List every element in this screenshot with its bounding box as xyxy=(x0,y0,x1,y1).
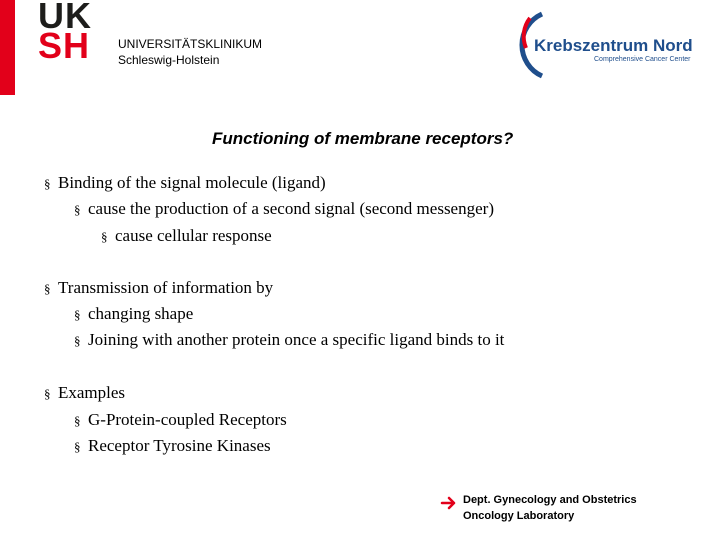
bullet-transmission xyxy=(44,278,273,299)
bullet-marker: § xyxy=(74,307,81,322)
bullet-marker: § xyxy=(44,386,51,401)
slide-title: Functioning of membrane receptors? xyxy=(212,129,514,148)
footer-line-1: Dept. Gynecology and Obstetrics xyxy=(463,494,637,506)
uksh-logo xyxy=(38,0,98,66)
bullet-text: cause cellular response xyxy=(115,226,272,245)
bullet-text: Binding of the signal molecule (ligand) xyxy=(58,173,326,192)
krebszentrum-subtitle: Comprehensive Cancer Center xyxy=(594,56,691,63)
bullet-text: Examples xyxy=(58,383,126,402)
bullet-second-messenger xyxy=(74,199,494,220)
footer-line-2: Oncology Laboratory xyxy=(463,510,575,522)
bullet-marker: § xyxy=(74,333,81,348)
bullet-text: Joining with another protein once a specific ligand binds to it xyxy=(88,330,505,349)
bullet-changing-shape xyxy=(74,304,193,325)
bullet-examples xyxy=(44,383,125,404)
institution-line-1: UNIVERSITÄTSKLINIKUM xyxy=(118,37,263,51)
bullet-marker: § xyxy=(74,202,81,217)
bullet-joining-protein xyxy=(74,330,504,351)
bullet-marker: § xyxy=(74,439,81,454)
bullet-marker: § xyxy=(74,413,81,428)
bullet-text: changing shape xyxy=(88,304,194,323)
bullet-rtk xyxy=(74,436,271,457)
bullet-cellular-response xyxy=(101,226,272,247)
institution-line-2: Schleswig-Holstein xyxy=(118,53,220,67)
krebszentrum-name: Krebszentrum Nord xyxy=(534,36,693,55)
bullet-binding xyxy=(44,173,326,194)
bullet-marker: § xyxy=(44,281,51,296)
institution-name xyxy=(118,36,262,68)
bullet-text: Receptor Tyrosine Kinases xyxy=(88,436,271,455)
footer-department xyxy=(440,493,710,529)
bullet-marker: § xyxy=(44,176,51,191)
brand-red-bar xyxy=(0,0,15,95)
uksh-logo-bottom: SH xyxy=(38,25,91,66)
arrow-right-icon xyxy=(440,495,458,511)
bullet-text: G-Protein-coupled Receptors xyxy=(88,410,287,429)
bullet-marker: § xyxy=(101,229,108,244)
krebszentrum-logo xyxy=(512,8,712,82)
bullet-text: Transmission of information by xyxy=(58,278,274,297)
bullet-text: cause the production of a second signal (second messenger) xyxy=(88,199,494,218)
uksh-logo-top: UK xyxy=(38,0,92,36)
bullet-gpcr xyxy=(74,410,287,431)
